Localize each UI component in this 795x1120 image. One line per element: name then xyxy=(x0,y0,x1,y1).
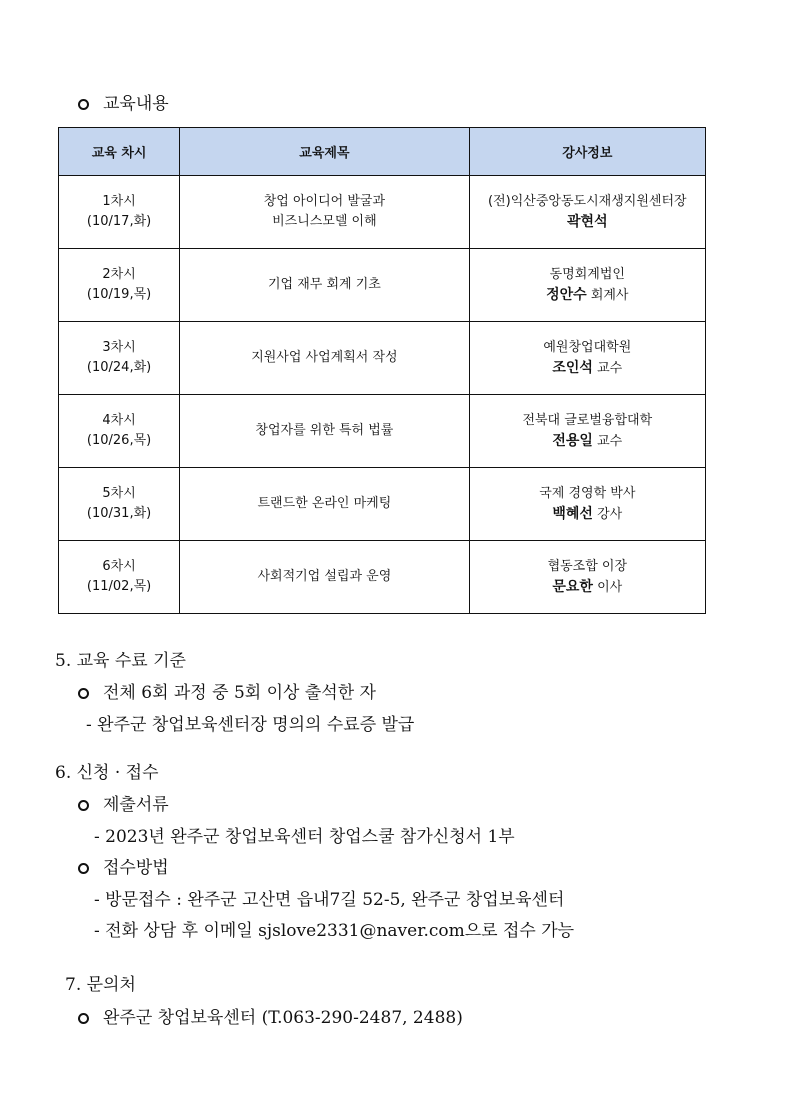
table-row xyxy=(59,322,706,395)
section7-bullet xyxy=(78,1007,463,1029)
header-session: 교육 차시 xyxy=(59,128,180,176)
instructor-org: 예원창업대학원 xyxy=(543,339,632,355)
session-cell xyxy=(59,395,180,468)
instructor-role: 교수 xyxy=(597,433,623,449)
section5-bullet xyxy=(78,682,376,704)
title-line: 비즈니스모델 이해 xyxy=(272,214,377,229)
session-label: 1차시 xyxy=(102,194,136,209)
session-label: 2차시 xyxy=(102,267,136,282)
session-label: 5차시 xyxy=(102,486,136,501)
circle-bullet-icon xyxy=(78,688,89,699)
session-date: (11/02,목) xyxy=(86,579,152,594)
title-line: 트랜드한 온라인 마케팅 xyxy=(257,496,392,511)
header-instructor: 강사정보 xyxy=(469,128,705,176)
education-schedule-table xyxy=(58,127,706,614)
instructor-name: 조인석 xyxy=(552,359,593,376)
section5-heading: 5. 교육 수료 기준 xyxy=(55,651,186,671)
session-date: (10/24,화) xyxy=(86,360,152,375)
section6-bullet2-text: 접수방법 xyxy=(103,858,169,878)
instructor-cell xyxy=(469,176,705,249)
section5-sub: - 완주군 창업보육센터장 명의의 수료증 발급 xyxy=(86,715,415,735)
title-cell xyxy=(180,395,469,468)
section7-bullet-text: 완주군 창업보육센터 (T.063-290-2487, 2488) xyxy=(103,1008,463,1028)
instructor-org: 국제 경영학 박사 xyxy=(539,485,636,501)
instructor-org: 전북대 글로벌융합대학 xyxy=(522,412,653,428)
instructor-name: 백혜선 xyxy=(552,505,593,522)
title-cell xyxy=(180,468,469,541)
section6-sub-visit: - 방문접수 : 완주군 고산면 읍내7길 52-5, 완주군 창업보육센터 xyxy=(94,890,565,910)
title-line: 기업 재무 회계 기초 xyxy=(267,277,381,292)
section6-sub-documents: - 2023년 완주군 창업보육센터 창업스쿨 참가신청서 1부 xyxy=(94,827,515,847)
session-label: 4차시 xyxy=(102,413,136,428)
session-label: 6차시 xyxy=(102,559,136,574)
title-cell xyxy=(180,249,469,322)
section6-sub-email: - 전화 상담 후 이메일 sjslove2331@naver.com으로 접수 가능 xyxy=(94,921,575,941)
edu-content-title: 교육내용 xyxy=(103,94,169,114)
instructor-cell xyxy=(469,541,705,614)
session-date: (10/19,목) xyxy=(86,287,152,302)
instructor-role: 교수 xyxy=(597,360,623,376)
edu-content-heading xyxy=(78,93,169,115)
instructor-cell xyxy=(469,249,705,322)
session-cell xyxy=(59,468,180,541)
instructor-role: 강사 xyxy=(597,506,623,522)
title-cell xyxy=(180,176,469,249)
session-cell xyxy=(59,322,180,395)
session-cell xyxy=(59,249,180,322)
instructor-org: (전)익산중앙동도시재생지원센터장 xyxy=(488,193,687,209)
instructor-org: 협동조합 이장 xyxy=(547,558,628,574)
section6-bullet1-text: 제출서류 xyxy=(103,795,169,815)
table-row xyxy=(59,541,706,614)
section6-heading: 6. 신청 · 접수 xyxy=(55,763,159,783)
table-row xyxy=(59,395,706,468)
session-date: (10/17,화) xyxy=(86,214,152,229)
instructor-cell xyxy=(469,322,705,395)
title-line: 사회적기업 설립과 운영 xyxy=(257,569,392,584)
instructor-name: 곽현석 xyxy=(567,213,608,230)
table-row xyxy=(59,468,706,541)
title-cell xyxy=(180,541,469,614)
section6-bullet-method xyxy=(78,857,169,879)
session-cell xyxy=(59,541,180,614)
section5-bullet-text: 전체 6회 과정 중 5회 이상 출석한 자 xyxy=(103,683,376,703)
instructor-role: 이사 xyxy=(597,579,623,595)
section6-bullet-documents xyxy=(78,794,169,816)
section7-heading: 7. 문의처 xyxy=(65,975,136,995)
circle-bullet-icon xyxy=(78,800,89,811)
instructor-cell xyxy=(469,468,705,541)
instructor-name: 정안수 xyxy=(546,286,587,303)
title-line: 창업자를 위한 특허 법률 xyxy=(255,423,394,438)
circle-bullet-icon xyxy=(78,863,89,874)
session-label: 3차시 xyxy=(102,340,136,355)
session-date: (10/26,목) xyxy=(86,433,152,448)
circle-bullet-icon xyxy=(78,1013,89,1024)
instructor-name: 문요한 xyxy=(552,578,593,595)
table-header-row xyxy=(59,128,706,176)
header-title: 교육제목 xyxy=(180,128,469,176)
instructor-org: 동명회계법인 xyxy=(549,266,625,282)
session-date: (10/31,화) xyxy=(86,506,152,521)
session-cell xyxy=(59,176,180,249)
instructor-cell xyxy=(469,395,705,468)
title-line: 창업 아이디어 발굴과 xyxy=(263,194,386,209)
instructor-name: 전용일 xyxy=(552,432,593,449)
circle-bullet-icon xyxy=(78,99,89,110)
instructor-role: 회계사 xyxy=(590,287,629,303)
table-row xyxy=(59,249,706,322)
title-cell xyxy=(180,322,469,395)
title-line: 지원사업 사업계획서 작성 xyxy=(251,350,398,365)
table-row xyxy=(59,176,706,249)
